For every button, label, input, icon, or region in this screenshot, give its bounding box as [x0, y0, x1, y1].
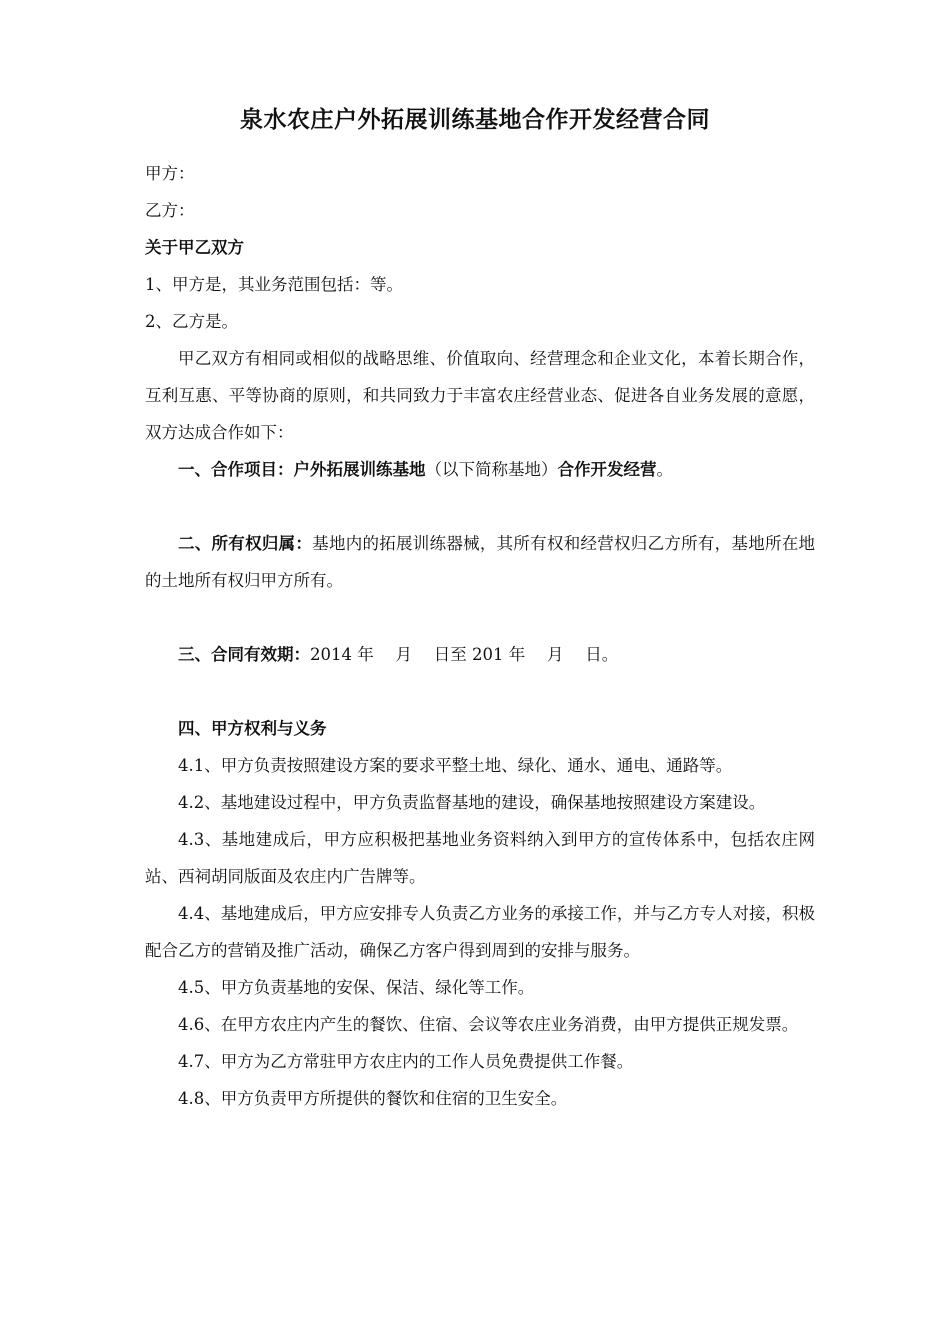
document-body [145, 155, 815, 1117]
section-4-item: 4.7、甲方为乙方常驻甲方农庄内的工作人员免费提供工作餐。 [178, 1052, 634, 1071]
spacer [145, 673, 815, 710]
section-4-item: 4.5、甲方负责基地的安保、保洁、绿化等工作。 [178, 978, 535, 997]
section-4-item: 4.3、基地建成后，甲方应积极把基地业务资料纳入到甲方的宣传体系中，包括农庄网站、西祠胡同版面及农庄内广告牌等。 [145, 830, 815, 886]
spacer [145, 488, 815, 525]
section-2-text: 基地内的拓展训练器械，其所有权和经营权归乙方所有，基地所在地的土地所有权归甲方所有。 [145, 534, 816, 590]
section-1-paren: （以下简称基地） [425, 460, 558, 479]
section-1-lead: 一、合作项目：户外拓展训练基地 [178, 460, 426, 479]
section-2-heading: 二、所有权归属： [178, 534, 313, 553]
section-1-end: 。 [656, 460, 673, 479]
party-a-line: 甲方： [145, 164, 195, 183]
section-3-text: 2014 年 月 日至 201 年 月 日。 [310, 645, 619, 664]
section-1-paragraph [145, 451, 815, 488]
about-item-2: 2、乙方是。 [145, 312, 238, 331]
section-4-item: 4.6、在甲方农庄内产生的餐饮、住宿、会议等农庄业务消费，由甲方提供正规发票。 [178, 1015, 799, 1034]
document-title: 泉水农庄户外拓展训练基地合作开发经营合同 [240, 107, 710, 133]
section-4-item: 4.1、甲方负责按照建设方案的要求平整土地、绿化、通水、通电、通路等。 [178, 756, 733, 775]
spacer [145, 599, 815, 636]
section-3-heading: 三、合同有效期： [178, 645, 310, 664]
intro-paragraph: 甲乙双方有相同或相似的战略思维、价值取向、经营理念和企业文化，本着长期合作，互利互惠、平等协商的原则，和共同致力于丰富农庄经营业态、促进各自业务发展的意愿，双方达成合作如下： [145, 349, 815, 442]
section-3-paragraph [145, 636, 815, 673]
section-4-item: 4.8、甲方负责甲方所提供的餐饮和住宿的卫生安全。 [178, 1089, 568, 1108]
section-4-item: 4.2、基地建设过程中，甲方负责监督基地的建设，确保基地按照建设方案建设。 [178, 793, 766, 812]
section-4-item: 4.4、基地建成后，甲方应安排专人负责乙方业务的承接工作，并与乙方专人对接，积极配合乙方的营销及推广活动，确保乙方客户得到周到的安排与服务。 [145, 904, 815, 960]
section-4-heading: 四、甲方权利与义务 [178, 719, 327, 738]
section-1-tail: 合作开发经营 [557, 460, 657, 479]
about-item-1: 1、甲方是，其业务范围包括：等。 [145, 275, 403, 294]
about-heading: 关于甲乙双方 [145, 238, 244, 257]
section-2-paragraph [145, 525, 815, 599]
party-b-line: 乙方： [145, 201, 195, 220]
